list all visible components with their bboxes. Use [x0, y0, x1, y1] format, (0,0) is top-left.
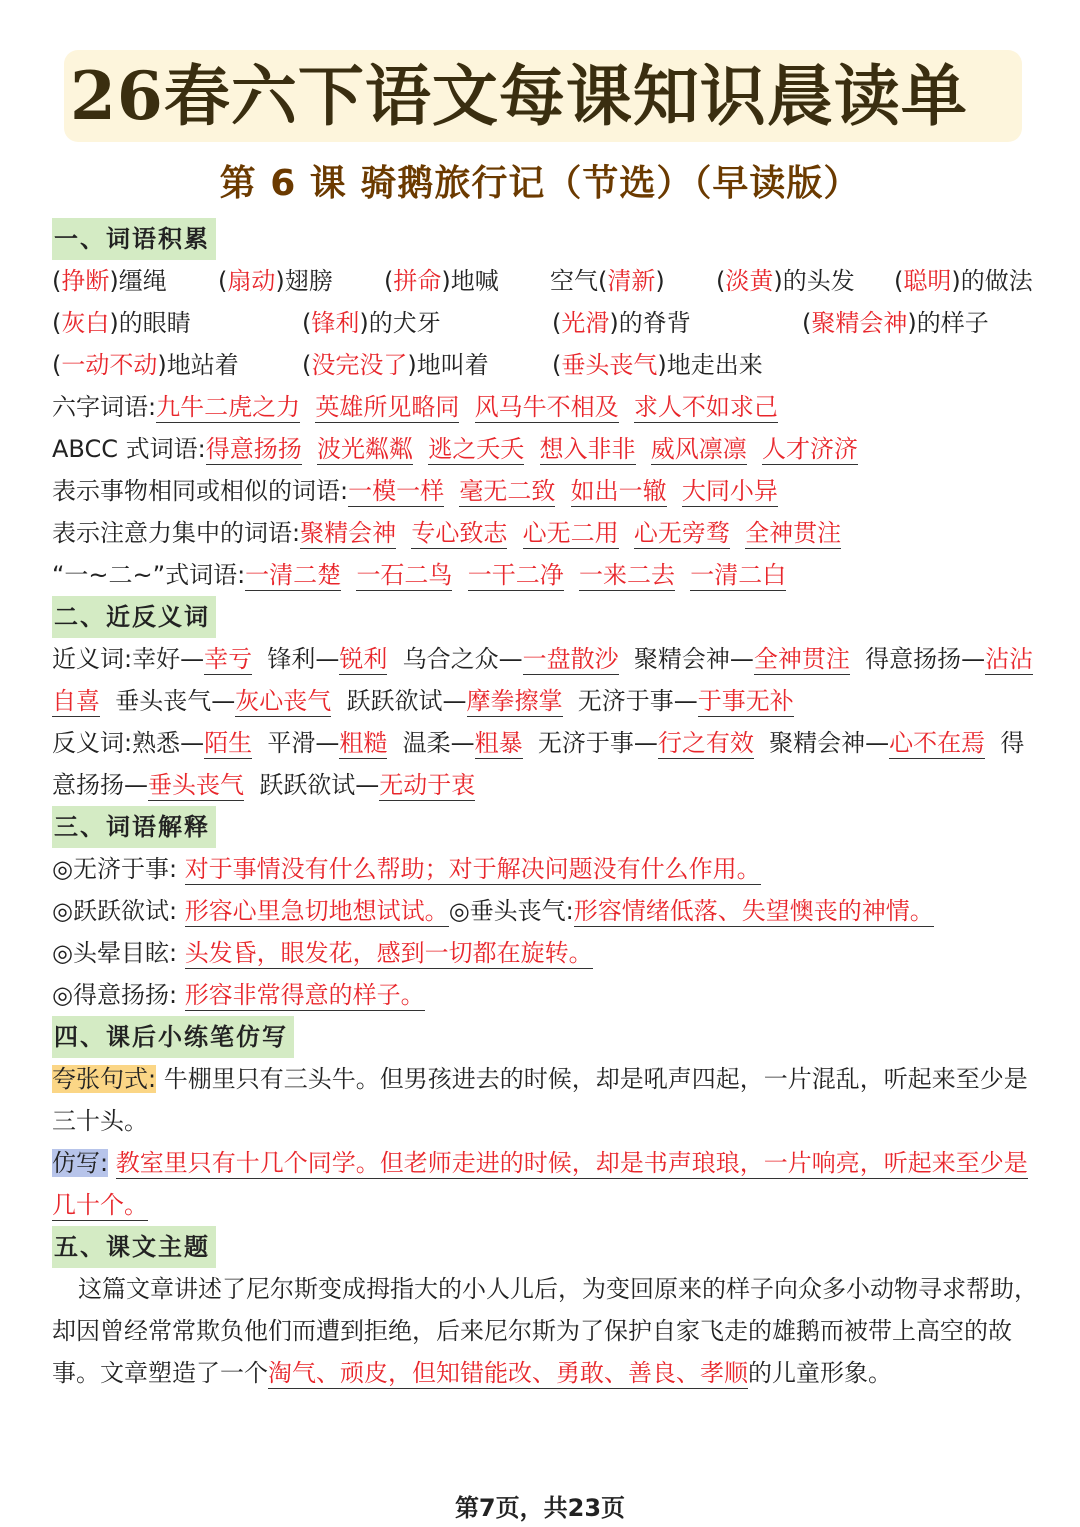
phrase: 空气(清新)	[550, 267, 665, 295]
exaggeration-tag: 夸张句式:	[52, 1065, 157, 1093]
synonyms: 近义词:幸好—幸亏 锋利—锐利 乌合之众—一盘散沙 聚精会神—全神贯注 得意扬扬—沾沾自喜 垂头丧气—灰心丧气 跃跃欲试—摩拳擦掌 无济于事—于事无补	[52, 645, 1034, 715]
phrase: (光滑)的脊背	[552, 309, 691, 337]
imitation-tag: 仿写:	[52, 1149, 109, 1177]
page-title: 26春六下语文每课知识晨读单	[70, 57, 968, 135]
imitation-answer: 仿写: 教室里只有十几个同学。但老师走进的时候，却是书声琅琅，一片响亮，听起来至少是几十个。	[52, 1149, 1028, 1219]
definition-item: ◎得意扬扬: 形容非常得意的样子。	[52, 981, 425, 1009]
phrase: (灰白)的眼睛	[52, 309, 191, 337]
antonyms: 反义词:熟悉—陌生 平滑—粗糙 温柔—粗暴 无济于事—行之有效 聚精会神—心不在焉 得意扬扬—垂头丧气 跃跃欲试—无动于衷	[52, 729, 1025, 799]
abcc-words: ABCC 式词语:得意扬扬 波光粼粼 逃之夭夭 想入非非 威风凛凛 人才济济	[52, 435, 859, 463]
six-char-words: 六字词语:九牛二虎之力 英雄所见略同 风马牛不相及 求人不如求己	[52, 393, 778, 421]
definition-item: ◎无济于事: 对于事情没有什么帮助；对于解决问题没有什么作用。	[52, 855, 761, 883]
phrase: (聚精会神)的样子	[802, 309, 989, 337]
phrase: (拼命)地喊	[384, 267, 499, 295]
focus-words: 表示注意力集中的词语:聚精会神 专心致志 心无二用 心无旁骛 全神贯注	[52, 519, 842, 547]
yi-er-words: “一~二~”式词语:一清二楚 一石二鸟 一干二净 一来二去 一清二白	[52, 561, 787, 589]
page-number: 第7页，共23页	[454, 1494, 626, 1522]
section-heading-4: 四、课后小练笔仿写	[52, 1016, 294, 1058]
phrase: (聪明)的做法	[894, 267, 1033, 295]
phrase-row-3	[52, 344, 1042, 386]
phrase-row-1	[52, 260, 1042, 302]
phrase: (淡黄)的头发	[716, 267, 855, 295]
phrase: (一动不动)地站着	[52, 351, 239, 379]
phrase: (锋利)的犬牙	[302, 309, 441, 337]
exaggeration-example: 夸张句式: 牛棚里只有三头牛。但男孩进去的时候，却是吼声四起，一片混乱，听起来至少是三十头。	[52, 1065, 1028, 1135]
definition-item: ◎跃跃欲试: 形容心里急切地想试试。◎垂头丧气:形容情绪低落、失望懊丧的神情。	[52, 897, 934, 925]
phrase: (扇动)翅膀	[218, 267, 333, 295]
phrase: (没完没了)地叫着	[302, 351, 489, 379]
same-meaning-words: 表示事物相同或相似的词语:一模一样 毫无二致 如出一辙 大同小异	[52, 477, 778, 505]
section-heading-2: 二、近反义词	[52, 596, 216, 638]
section-heading-3: 三、词语解释	[52, 806, 216, 848]
lesson-title: 第 6 课 骑鹅旅行记（节选）（早读版）	[219, 163, 861, 204]
phrase: (垂头丧气)地走出来	[552, 351, 763, 379]
theme-paragraph: 这篇文章讲述了尼尔斯变成拇指大的小人儿后，为变回原来的样子向众多小动物寻求帮助，却因曾经常常欺负他们而遭到拒绝，后来尼尔斯为了保护自家飞走的雄鹅而被带上高空的故事。文章塑造了一个淘气、顽皮，但知错能改、勇敢、善良、孝顺的儿童形象。	[52, 1275, 1038, 1387]
definition-item: ◎头晕目眩: 头发昏，眼发花，感到一切都在旋转。	[52, 939, 593, 967]
section-heading-1: 一、词语积累	[52, 218, 216, 260]
content	[52, 218, 1042, 1394]
phrase-row-2	[52, 302, 1042, 344]
section-heading-5: 五、课文主题	[52, 1226, 216, 1268]
phrase: (挣断)缰绳	[52, 267, 167, 295]
